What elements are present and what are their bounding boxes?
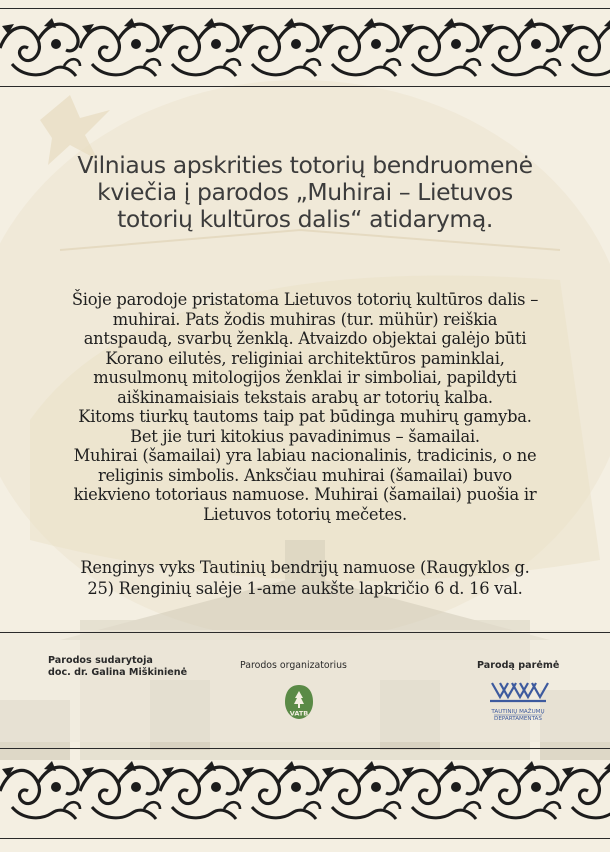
description-line: Bet jie turi kitokius pavadinimus – šamailai. — [130, 426, 480, 446]
headline-line: kviečia į parodos „Muhirai – Lietuvos — [97, 178, 513, 206]
description-line: musulmonų mitologijos ženklai ir simboliai, papildyti — [93, 368, 517, 387]
bottom-rule-outer — [0, 838, 610, 839]
description-line: Lietuvos totorių mečetes. — [203, 504, 407, 524]
description-line: Korano eilutės, religiniai architektūros paminklai, — [105, 348, 505, 368]
bottom-rule-inner — [0, 748, 610, 749]
vatb-logo — [284, 684, 314, 720]
tmd-logo-line1: TAUTINIŲ MAŽUMŲ — [491, 709, 545, 715]
description-line: kiekvieno totoriaus namuose. Muhirai (šamailai) puošia ir — [73, 485, 537, 504]
venue-line: 25) Renginių salėje 1-ame aukšte lapkričio 6 d. 16 val. — [87, 579, 523, 598]
compiler-label: Parodos sudarytoja — [48, 655, 153, 666]
tmd-logo — [486, 677, 550, 725]
top-rule-outer — [0, 8, 610, 9]
description-line: aiškinamaisiais tekstais arabų ar totorių kalba. — [117, 387, 493, 407]
sponsor-label: Parodą parėmė — [477, 660, 560, 671]
exhibition-description — [32, 290, 578, 524]
vatb-logo-text: VATB — [289, 709, 309, 718]
tmd-logo-line2: DEPARTAMENTAS — [494, 716, 542, 722]
bottom-ornament-band — [0, 757, 610, 825]
description-line: Kitoms tiurkų tautoms taip pat būdinga muhirų gamyba. — [78, 407, 532, 426]
organizer-label: Parodos organizatorius — [240, 660, 347, 671]
compiler-name: doc. dr. Galina Miškinienė — [48, 667, 188, 678]
invitation-headline — [60, 152, 550, 233]
headline-line: Vilniaus apskrities totorių bendruomenė — [77, 151, 533, 179]
description-line: muhirai. Pats žodis muhiras (tur. mühür) reiškia — [112, 309, 498, 329]
description-line: Muhirai (šamailai) yra labiau nacionalinis, tradicinis, o ne — [73, 446, 537, 465]
description-line: antspaudą, svarbų ženklą. Atvaizdo objektai galėjo būti — [83, 329, 527, 348]
headline-line: totorių kultūros dalis“ atidarymą. — [117, 205, 493, 233]
credits-rule-top — [0, 632, 610, 633]
venue-line: Renginys vyks Tautinių bendrijų namuose (Raugyklos g. — [80, 558, 530, 577]
venue-info — [32, 557, 578, 599]
compiler-credit — [48, 655, 187, 679]
top-rule-inner — [0, 86, 610, 87]
description-line: Šioje parodoje pristatoma Lietuvos totorių kultūros dalis – — [71, 290, 539, 309]
top-ornament-band — [0, 14, 610, 82]
description-line: religinis simbolis. Anksčiau muhirai (šamailai) buvo — [97, 465, 512, 485]
